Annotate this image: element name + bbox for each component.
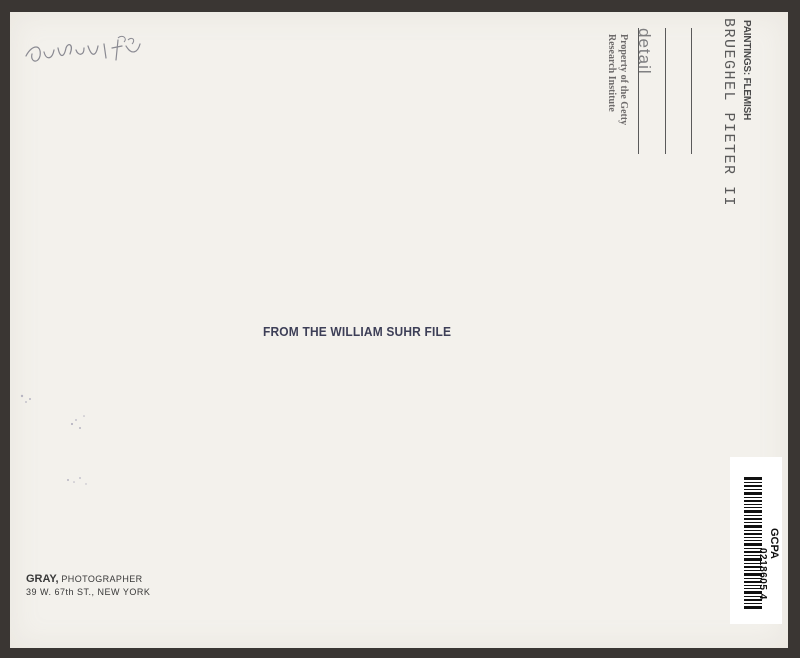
photographer-address: 39 W. 67th ST., NEW YORK: [26, 587, 151, 597]
photographer-role: PHOTOGRAPHER: [61, 574, 143, 584]
property-line-2: Research Institute: [606, 34, 617, 112]
artist-name: BRUEGHEL PIETER II: [720, 18, 737, 208]
barcode-prefix: GCPA: [768, 528, 780, 559]
photographer-name: GRAY,: [26, 573, 59, 585]
barcode-number: 0218605 4: [757, 548, 768, 600]
category-stamp: PAINTINGS: FLEMISH: [741, 20, 752, 121]
suhr-file-stamp: FROM THE WILLIAM SUHR FILE: [263, 324, 452, 339]
detail-note-handwritten: detail: [635, 28, 654, 75]
photographer-stamp: [26, 573, 150, 598]
property-line-1: Property of the Getty: [618, 34, 629, 126]
